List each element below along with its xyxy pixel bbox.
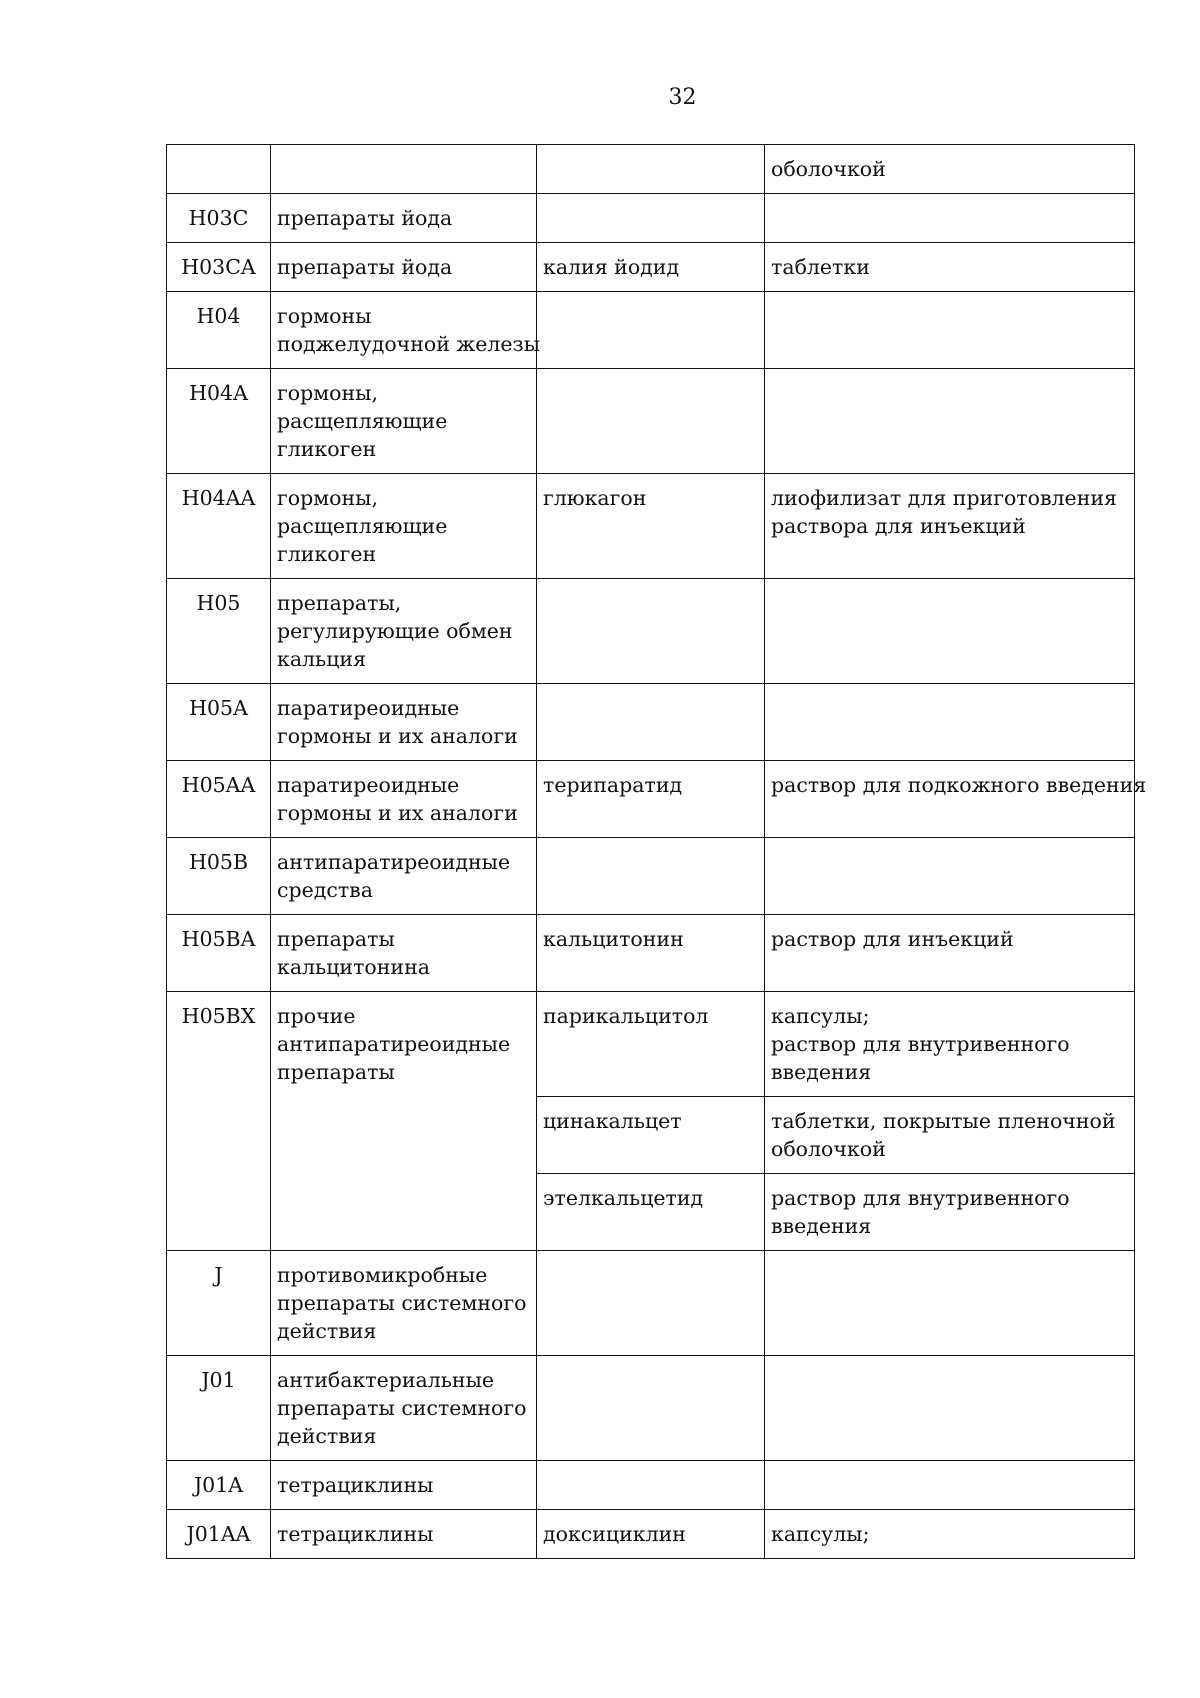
group-name-cell-line: гормоны и их аналоги — [277, 801, 518, 825]
atc-code-cell: H05B — [167, 838, 271, 915]
atc-code-cell: J01A — [167, 1461, 271, 1510]
atc-code-cell: H05AA — [167, 761, 271, 838]
group-name-cell-line: кальция — [277, 647, 366, 671]
group-name-cell-line: препараты йода — [277, 206, 453, 230]
table-row — [167, 292, 1135, 369]
dosage-form-cell-line: оболочкой — [771, 1137, 886, 1161]
group-name-cell-line: кальцитонина — [277, 955, 430, 979]
table-row — [167, 915, 1135, 992]
dosage-form-cell — [765, 915, 1135, 992]
drug-name-cell: цинакальцет — [537, 1097, 765, 1174]
group-name-cell-line: антипаратиреоидные — [277, 1032, 511, 1056]
atc-code-cell: H04 — [167, 292, 271, 369]
drug-name-cell: этелкальцетид — [537, 1174, 765, 1251]
drug-name-cell — [537, 838, 765, 915]
dosage-form-cell-line: раствора для инъекций — [771, 514, 1026, 538]
drug-name-cell: калия йодид — [537, 243, 765, 292]
dosage-form-cell — [765, 1251, 1135, 1356]
atc-code-cell: H05 — [167, 579, 271, 684]
drug-name-cell: парикальцитол — [537, 992, 765, 1097]
dosage-form-cell — [765, 838, 1135, 915]
group-name-cell-line: антибактериальные — [277, 1368, 495, 1392]
table-row — [167, 1461, 1135, 1510]
group-name-cell-line: тетрациклины — [277, 1522, 434, 1546]
dosage-form-cell-line: раствор для инъекций — [771, 927, 1014, 951]
group-name-cell-line: препараты — [277, 927, 395, 951]
group-name-cell — [271, 838, 537, 915]
drug-name-cell — [537, 1356, 765, 1461]
dosage-form-cell — [765, 1174, 1135, 1251]
group-name-cell — [271, 1461, 537, 1510]
group-name-cell — [271, 243, 537, 292]
dosage-form-cell-line: таблетки, покрытые пленочной — [771, 1109, 1116, 1133]
group-name-cell — [271, 579, 537, 684]
group-name-cell-line: гормоны и их аналоги — [277, 724, 518, 748]
group-name-cell-line: гликоген — [277, 542, 377, 566]
group-name-cell — [271, 1251, 537, 1356]
dosage-form-cell — [765, 579, 1135, 684]
group-name-cell-line: расщепляющие — [277, 409, 448, 433]
dosage-form-cell-line: таблетки — [771, 255, 870, 279]
atc-code-cell: H05BX — [167, 992, 271, 1251]
atc-drug-table — [166, 144, 1147, 1559]
group-name-cell — [271, 915, 537, 992]
dosage-form-cell — [765, 194, 1135, 243]
table-row — [167, 1251, 1135, 1356]
group-name-cell — [271, 761, 537, 838]
dosage-form-cell — [765, 145, 1135, 194]
page-number: 32 — [668, 85, 697, 110]
dosage-form-cell-line: лиофилизат для приготовления — [771, 486, 1117, 510]
dosage-form-cell — [765, 1510, 1135, 1559]
table-row — [167, 684, 1135, 761]
group-name-cell — [271, 369, 537, 474]
dosage-form-cell — [765, 292, 1135, 369]
group-name-cell — [271, 194, 537, 243]
atc-code-cell: J01AA — [167, 1510, 271, 1559]
drug-name-cell: кальцитонин — [537, 915, 765, 992]
group-name-cell-line: гормоны, — [277, 486, 378, 510]
group-name-cell — [271, 474, 537, 579]
dosage-form-cell-line: раствор для внутривенного — [771, 1186, 1070, 1210]
dosage-form-cell — [765, 684, 1135, 761]
table-row — [167, 761, 1135, 838]
dosage-form-cell-line: раствор для подкожного введения — [771, 773, 1147, 797]
dosage-form-cell-line: капсулы; — [771, 1522, 870, 1546]
group-name-cell-line: противомикробные — [277, 1263, 488, 1287]
dosage-form-cell-line: капсулы; — [771, 1004, 870, 1028]
table-row — [167, 1510, 1135, 1559]
table-row — [167, 145, 1135, 194]
dosage-form-cell — [765, 761, 1147, 838]
group-name-cell-line: действия — [277, 1319, 377, 1343]
drug-name-cell — [537, 579, 765, 684]
group-name-cell — [271, 1356, 537, 1461]
group-name-cell — [271, 1510, 537, 1559]
dosage-form-cell-line: оболочкой — [771, 157, 886, 181]
group-name-cell-line: паратиреоидные — [277, 696, 460, 720]
drug-name-cell — [537, 369, 765, 474]
drug-name-cell: глюкагон — [537, 474, 765, 579]
group-name-cell-line: препараты, — [277, 591, 402, 615]
group-name-cell-line: гормоны, — [277, 381, 378, 405]
table-row — [167, 838, 1135, 915]
group-name-cell-line: паратиреоидные — [277, 773, 460, 797]
group-name-cell-line: препараты системного — [277, 1291, 527, 1315]
atc-code-cell: H05BA — [167, 915, 271, 992]
group-name-cell-line: препараты йода — [277, 255, 453, 279]
drug-name-cell — [537, 1251, 765, 1356]
atc-code-cell: H04A — [167, 369, 271, 474]
drug-name-cell — [537, 194, 765, 243]
dosage-form-cell — [765, 1356, 1135, 1461]
atc-code-cell: J — [167, 1251, 271, 1356]
table-body — [167, 145, 1147, 1559]
drug-name-cell: терипаратид — [537, 761, 765, 838]
drug-name-cell — [537, 145, 765, 194]
table-row — [167, 579, 1135, 684]
drug-name-cell — [537, 684, 765, 761]
dosage-form-cell — [765, 1097, 1135, 1174]
group-name-cell-line: препараты — [277, 1060, 395, 1084]
drug-name-cell — [537, 1461, 765, 1510]
table-row — [167, 243, 1135, 292]
group-name-cell-line: прочие — [277, 1004, 356, 1028]
group-name-cell-line: расщепляющие — [277, 514, 448, 538]
atc-code-cell: H03CA — [167, 243, 271, 292]
atc-code-cell: H05A — [167, 684, 271, 761]
group-name-cell-line: препараты системного — [277, 1396, 527, 1420]
group-name-cell-line: гормоны — [277, 304, 372, 328]
atc-code-cell: H04AA — [167, 474, 271, 579]
group-name-cell-line: регулирующие обмен — [277, 619, 513, 643]
group-name-cell — [271, 684, 537, 761]
group-name-cell — [271, 292, 541, 369]
atc-code-cell: J01 — [167, 1356, 271, 1461]
dosage-form-cell — [765, 369, 1135, 474]
group-name-cell-line: действия — [277, 1424, 377, 1448]
group-name-cell-line: антипаратиреоидные — [277, 850, 511, 874]
table-row — [167, 194, 1135, 243]
group-name-cell — [271, 145, 537, 194]
dosage-form-cell — [765, 474, 1135, 579]
table-row — [167, 474, 1135, 579]
table-row — [167, 369, 1135, 474]
dosage-form-cell — [765, 243, 1135, 292]
group-name-cell-line: средства — [277, 878, 373, 902]
atc-code-cell: H03C — [167, 194, 271, 243]
group-name-cell-line: поджелудочной железы — [277, 332, 541, 356]
dosage-form-cell — [765, 992, 1135, 1097]
table-row — [167, 992, 1135, 1097]
group-name-cell — [271, 992, 537, 1251]
group-name-cell-line: гликоген — [277, 437, 377, 461]
dosage-form-cell-line: введения — [771, 1214, 872, 1238]
dosage-form-cell-line: раствор для внутривенного — [771, 1032, 1070, 1056]
dosage-form-cell — [765, 1461, 1135, 1510]
atc-code-cell — [167, 145, 271, 194]
table-row — [167, 1356, 1135, 1461]
drug-name-cell: доксициклин — [537, 1510, 765, 1559]
drug-name-cell — [537, 292, 765, 369]
dosage-form-cell-line: введения — [771, 1060, 872, 1084]
group-name-cell-line: тетрациклины — [277, 1473, 434, 1497]
